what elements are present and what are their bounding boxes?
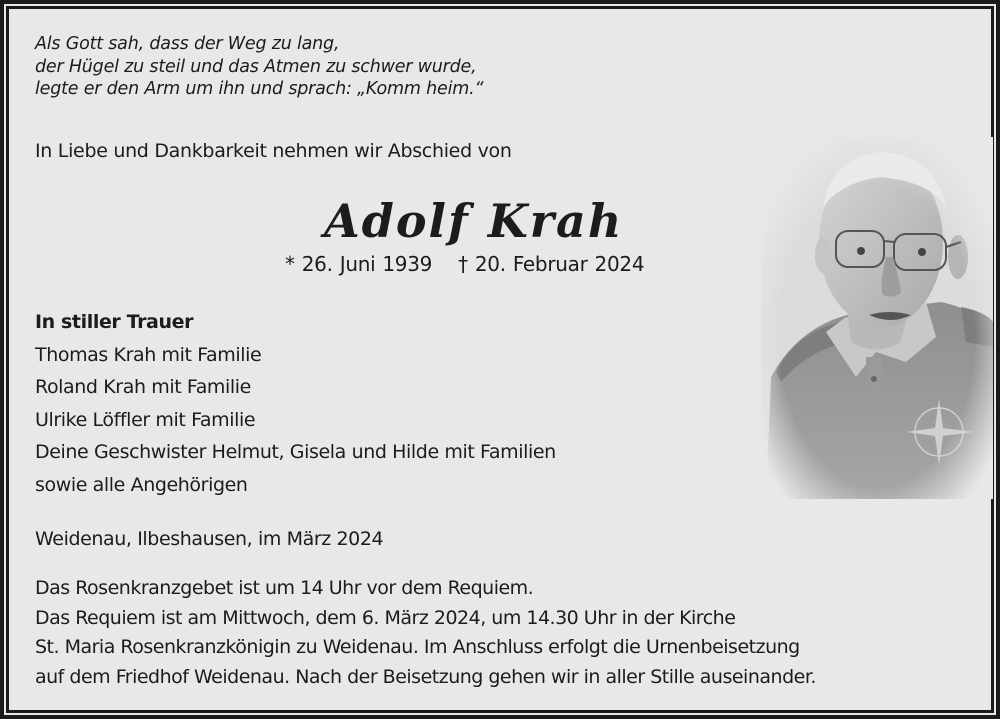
poem-line: Als Gott sah, dass der Weg zu lang,: [35, 34, 340, 54]
obituary-panel: [9, 9, 991, 710]
mourners-list: [35, 306, 556, 502]
mourner: Ulrike Löffler mit Familie: [35, 408, 256, 431]
notice-line: St. Maria Rosenkranzkönigin zu Weidenau. Im Anschluss erfolgt die Urnenbeisetzung: [35, 636, 800, 658]
funeral-notice: [35, 574, 816, 692]
death-date: † 20. Februar 2024: [458, 252, 645, 276]
mourner: sowie alle Angehörigen: [35, 473, 248, 496]
poem-line: legte er den Arm um ihn und sprach: „Komm heim.“: [35, 79, 484, 99]
mourner: Roland Krah mit Familie: [35, 376, 251, 399]
intro-text: In Liebe und Dankbarkeit nehmen wir Abschied von: [35, 140, 512, 162]
life-dates: [285, 252, 644, 276]
notice-line: Das Rosenkranzgebet ist um 14 Uhr vor dem Requiem.: [35, 577, 534, 599]
mourner: Thomas Krah mit Familie: [35, 343, 262, 366]
portrait-photo: [761, 137, 993, 499]
mourners-heading: In stiller Trauer: [35, 311, 194, 333]
poem: [35, 33, 483, 101]
portrait-illustration: [761, 137, 993, 499]
deceased-name: Adolf Krah: [324, 194, 624, 248]
mourner: Deine Geschwister Helmut, Gisela und Hilde mit Familien: [35, 441, 556, 464]
place-date: Weidenau, Ilbeshausen, im März 2024: [35, 528, 384, 550]
notice-line: auf dem Friedhof Weidenau. Nach der Beisetzung gehen wir in aller Stille auseinander.: [35, 665, 816, 688]
poem-line: der Hügel zu steil und das Atmen zu schwer wurde,: [35, 56, 477, 77]
notice-line: Das Requiem ist am Mittwoch, dem 6. März 2024, um 14.30 Uhr in der Kirche: [35, 606, 736, 629]
birth-date: * 26. Juni 1939: [285, 252, 433, 276]
